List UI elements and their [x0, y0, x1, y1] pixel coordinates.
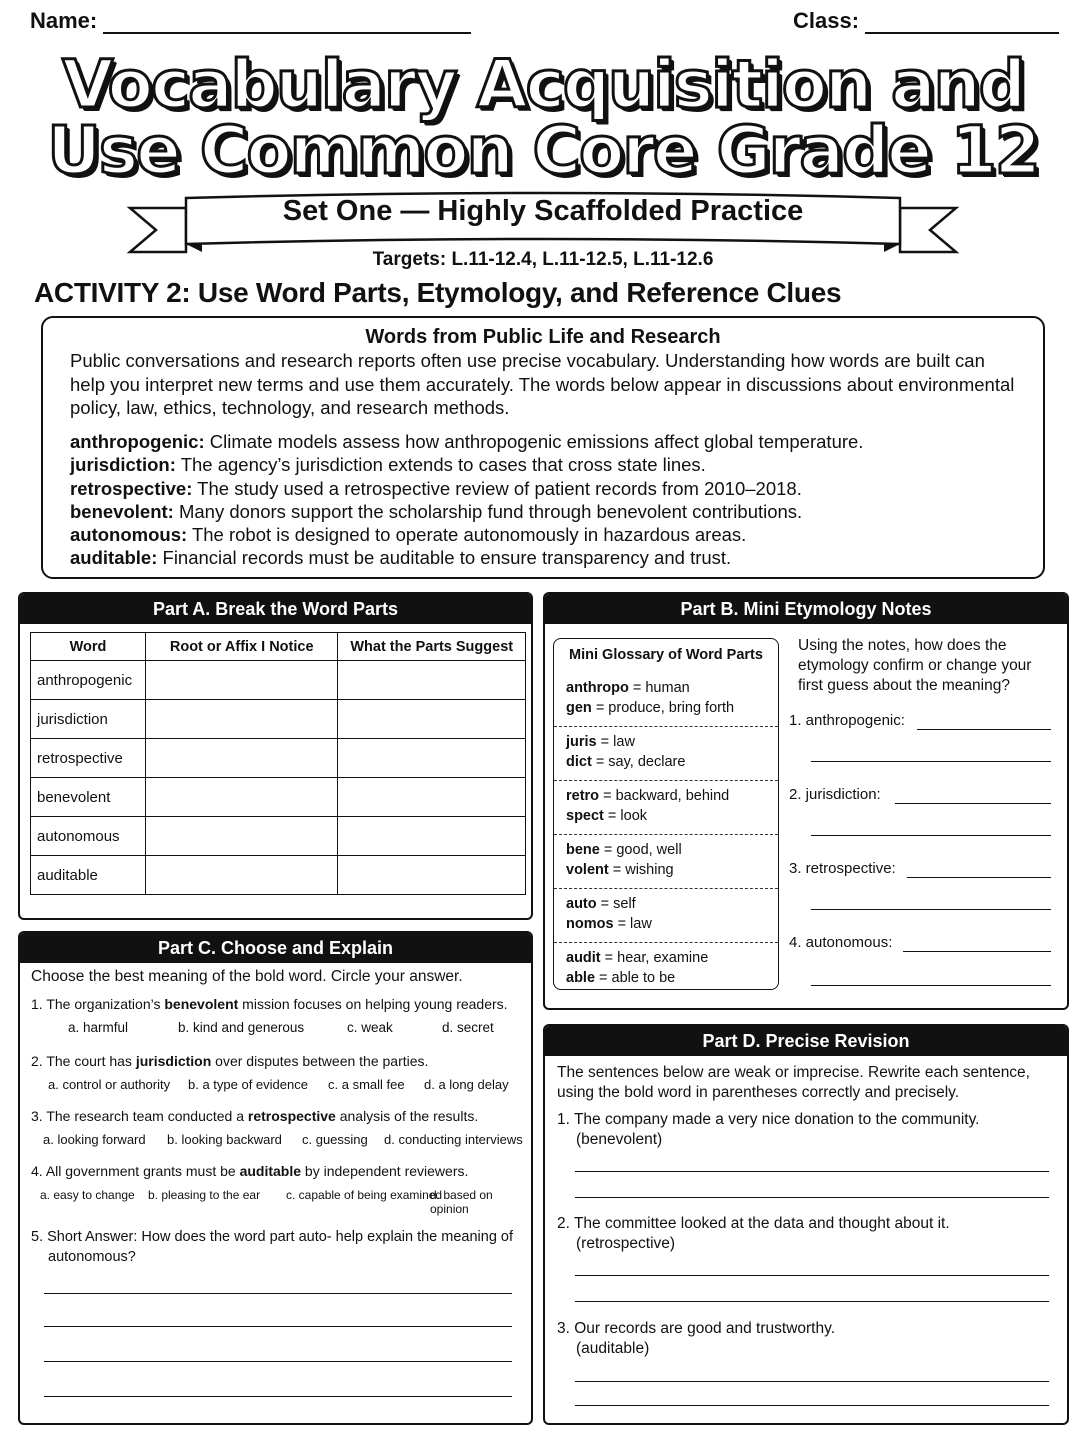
answer-line[interactable] — [575, 1390, 1049, 1406]
name-label: Name: — [30, 8, 98, 33]
glossary-group: auto = self nomos = law — [554, 889, 778, 943]
glossary-group: bene = good, well volent = wishing — [554, 835, 778, 889]
definition-item: autonomous: The robot is designed to operate autonomously in hazardous areas. — [70, 524, 747, 546]
class-field[interactable] — [793, 8, 1059, 34]
answer-line[interactable] — [917, 714, 1051, 730]
ribbon-text: Set One — Highly Scaffolded Practice — [282, 195, 804, 227]
suggest-cell[interactable] — [338, 778, 526, 817]
short-answer-prompt-cont: autonomous? — [48, 1249, 136, 1265]
root-cell[interactable] — [145, 778, 337, 817]
title-line-1: Vocabulary Acquisition and — [62, 46, 1024, 123]
activity-heading: ACTIVITY 2: Use Word Parts, Etymology, and Reference Clues — [34, 277, 842, 308]
class-label: Class: — [793, 8, 860, 33]
part-b-title: Part B. Mini Etymology Notes — [545, 594, 1067, 624]
mc-option[interactable]: d. secret — [442, 1020, 494, 1035]
mc-option[interactable]: c. guessing — [302, 1132, 368, 1147]
definitions-list — [70, 430, 1020, 570]
suggest-cell[interactable] — [338, 700, 526, 739]
mc-option[interactable]: d. based on opinion — [430, 1188, 493, 1216]
table-row — [31, 739, 526, 778]
word-cell: jurisdiction — [31, 700, 146, 739]
word-cell: autonomous — [31, 817, 146, 856]
root-cell[interactable] — [145, 739, 337, 778]
mc-option[interactable]: a. harmful — [68, 1020, 129, 1035]
word-parts-table — [30, 632, 526, 895]
answer-line[interactable] — [575, 1286, 1049, 1302]
mini-glossary — [553, 638, 779, 990]
root-cell[interactable] — [145, 817, 337, 856]
mc-option[interactable]: d. conducting interviews — [384, 1132, 523, 1147]
word-cell: auditable — [31, 856, 146, 895]
part-b-panel — [543, 592, 1069, 1010]
answer-line[interactable] — [907, 862, 1051, 878]
mc-question: 4. All government grants must be auditable by independent reviewers. — [31, 1163, 469, 1179]
table-row — [31, 700, 526, 739]
part-b-question: 4. autonomous: — [789, 934, 893, 951]
word-cell: benevolent — [31, 778, 146, 817]
mc-option[interactable]: b. kind and generous — [178, 1020, 305, 1035]
mc-option[interactable]: b. looking backward — [167, 1132, 282, 1147]
answer-line[interactable] — [44, 1311, 512, 1327]
revision-item: 2. The committee looked at the data and thought about it. (retrospective) — [557, 1215, 950, 1252]
column-header: Word — [31, 633, 146, 661]
answer-line[interactable] — [903, 936, 1051, 952]
answer-line[interactable] — [575, 1182, 1049, 1198]
part-d-title: Part D. Precise Revision — [545, 1026, 1067, 1056]
class-blank[interactable] — [865, 10, 1059, 34]
title-line-2: Use Common Core Grade 12 — [47, 112, 1039, 189]
glossary-title: Mini Glossary of Word Parts — [569, 647, 763, 663]
root-cell[interactable] — [145, 856, 337, 895]
targets: Targets: L.11-12.4, L.11-12.5, L.11-12.6 — [372, 249, 714, 270]
suggest-cell[interactable] — [338, 739, 526, 778]
part-d-panel — [543, 1024, 1069, 1425]
definition-item: retrospective: The study used a retrospective review of patient records from 2010–2018. — [70, 477, 802, 499]
part-b-prompt: Using the notes, how does the etymology confirm or change your first guess about the meaning? — [798, 637, 1032, 694]
mc-question: 1. The organization’s benevolent mission focuses on helping young readers. — [31, 996, 508, 1012]
suggest-cell[interactable] — [338, 856, 526, 895]
suggest-cell[interactable] — [338, 661, 526, 700]
suggest-cell[interactable] — [338, 817, 526, 856]
word-cell: anthropogenic — [31, 661, 146, 700]
word-cell: retrospective — [31, 739, 146, 778]
glossary-group: audit = hear, examine able = able to be — [566, 950, 709, 986]
glossary-group: juris = law dict = say, declare — [554, 727, 778, 781]
table-row — [31, 856, 526, 895]
table-row — [31, 661, 526, 700]
table-row — [31, 817, 526, 856]
answer-line[interactable] — [811, 746, 1051, 762]
mc-option[interactable]: a. control or authority — [48, 1077, 171, 1092]
root-cell[interactable] — [145, 661, 337, 700]
answer-line[interactable] — [44, 1346, 512, 1362]
name-blank[interactable] — [103, 10, 471, 34]
mc-question: 3. The research team conducted a retrospective analysis of the results. — [31, 1108, 479, 1124]
answer-line[interactable] — [895, 788, 1051, 804]
answer-line[interactable] — [575, 1260, 1049, 1276]
definition-item: anthropogenic: Climate models assess how anthropogenic emissions affect global temperature. — [70, 431, 864, 452]
mc-option[interactable]: c. a small fee — [328, 1077, 405, 1092]
answer-line[interactable] — [575, 1366, 1049, 1382]
part-b-question: 1. anthropogenic: — [789, 712, 905, 729]
mc-question: 2. The court has jurisdiction over disputes between the parties. — [31, 1053, 429, 1069]
part-c-title: Part C. Choose and Explain — [20, 933, 531, 963]
root-cell[interactable] — [145, 700, 337, 739]
mc-option[interactable]: b. pleasing to the ear — [148, 1188, 261, 1202]
part-c-panel — [18, 931, 533, 1425]
revision-item: 1. The company made a very nice donation to the community. (benevolent) — [557, 1111, 980, 1148]
answer-line[interactable] — [44, 1278, 512, 1294]
definition-item: auditable: Financial records must be auditable to ensure transparency and trust. — [70, 547, 732, 569]
part-b-question: 2. jurisdiction: — [789, 786, 881, 803]
part-c-instructions: Choose the best meaning of the bold word. Circle your answer. — [31, 968, 463, 985]
name-field[interactable] — [30, 8, 471, 34]
column-header: What the Parts Suggest — [338, 633, 526, 661]
part-a-title: Part A. Break the Word Parts — [20, 594, 531, 624]
glossary-group: retro = backward, behind spect = look — [554, 781, 778, 835]
revision-item: 3. Our records are good and trustworthy. (auditable) — [557, 1320, 836, 1357]
answer-line[interactable] — [44, 1381, 512, 1397]
short-answer-prompt: 5. Short Answer: How does the word part auto- help explain the meaning of — [31, 1229, 514, 1245]
column-header: Root or Affix I Notice — [145, 633, 337, 661]
mc-option[interactable]: b. a type of evidence — [188, 1077, 308, 1092]
answer-line[interactable] — [811, 894, 1051, 910]
glossary-group: anthropo = human gen = produce, bring forth — [554, 673, 778, 727]
answer-line[interactable] — [575, 1156, 1049, 1172]
mc-option[interactable]: a. looking forward — [43, 1132, 146, 1147]
mc-option[interactable]: d. a long delay — [424, 1077, 509, 1092]
mc-option[interactable]: a. easy to change — [40, 1188, 135, 1202]
part-b-question: 3. retrospective: — [789, 860, 896, 877]
intro-heading: Words from Public Life and Research — [365, 326, 721, 348]
intro-box — [41, 316, 1045, 579]
definition-item: benevolent: Many donors support the scholarship fund through benevolent contributions. — [70, 500, 803, 522]
table-row — [31, 778, 526, 817]
part-d-instructions: The sentences below are weak or imprecise. Rewrite each sentence, using the bold word in parentheses correctly and precisely. — [557, 1064, 1030, 1101]
mc-option[interactable]: c. capable of being examined — [286, 1188, 443, 1202]
definition-item: jurisdiction: The agency’s jurisdiction extends to cases that cross state lines. — [70, 454, 706, 476]
mc-option[interactable]: c. weak — [347, 1020, 393, 1035]
answer-line[interactable] — [811, 820, 1051, 836]
intro-paragraph: Public conversations and research reports often use precise vocabulary. Understanding how words are built can help you interpret new terms and use them accurately. The words below appear in discussions about environmental policy, law, ethics, technology, and research methods. — [70, 350, 1015, 418]
part-a-panel — [18, 592, 533, 920]
answer-line[interactable] — [811, 970, 1051, 986]
